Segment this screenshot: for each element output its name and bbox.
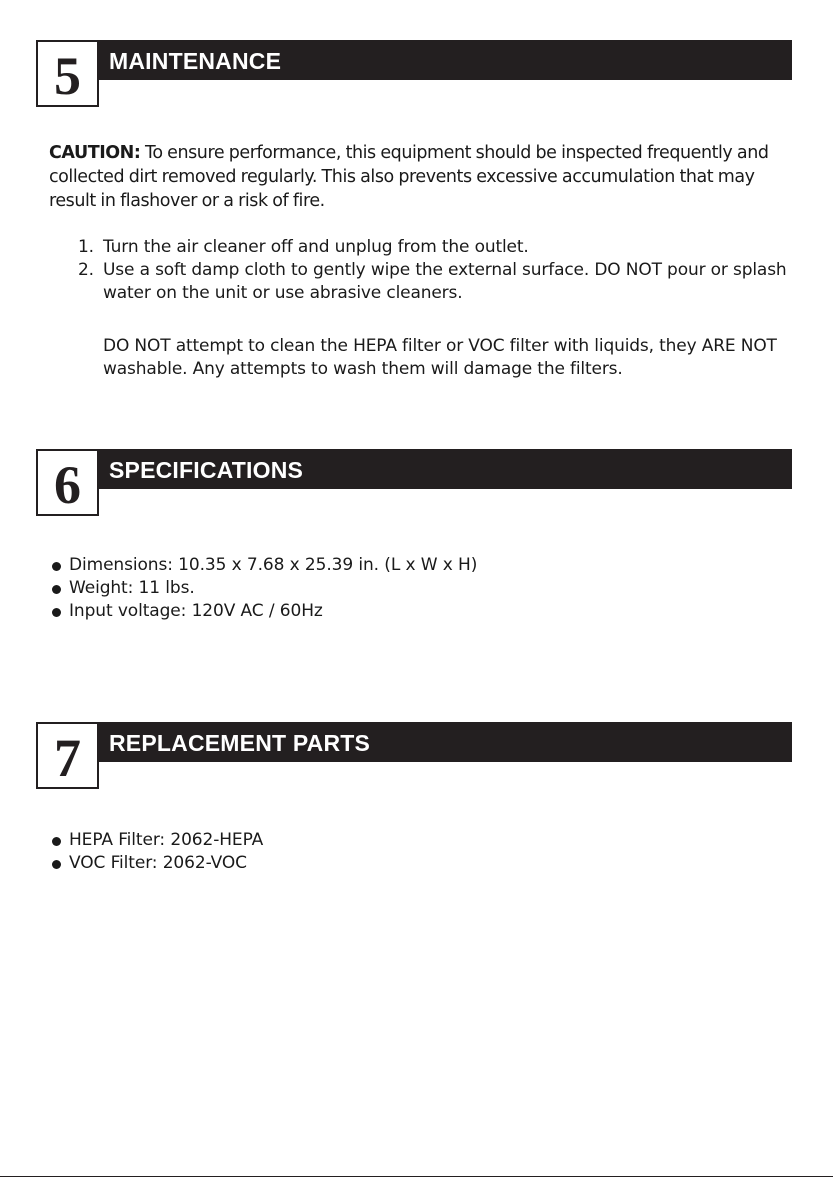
section-header-specifications	[36, 449, 792, 515]
section-title: REPLACEMENT PARTS	[109, 730, 371, 756]
section-header-replacement-parts	[36, 722, 792, 788]
caution-paragraph	[49, 141, 789, 213]
section-title: MAINTENANCE	[109, 48, 282, 74]
filter-warning-note: DO NOT attempt to clean the HEPA filter or VOC filter with liquids, they ARE NOT washable. Any attempts to wash them will damage the filters.	[103, 336, 777, 379]
bullet-icon	[52, 608, 61, 617]
part-text: HEPA Filter: 2062-HEPA	[69, 830, 264, 850]
list-item	[52, 577, 477, 600]
replacement-parts-list	[52, 829, 263, 875]
section-number: 5	[54, 46, 81, 106]
spec-text: Dimensions: 10.35 x 7.68 x 25.39 in. (L x W x H)	[69, 555, 478, 575]
section-title-bar	[36, 449, 792, 489]
part-text: VOC Filter: 2062-VOC	[69, 853, 247, 873]
maintenance-steps-list	[78, 236, 790, 305]
step-text: Turn the air cleaner off and unplug from the outlet.	[103, 237, 529, 257]
section-title: SPECIFICATIONS	[109, 457, 304, 483]
bullet-icon	[52, 562, 61, 571]
list-item	[52, 554, 477, 577]
bullet-icon	[52, 585, 61, 594]
section-title-bar	[36, 40, 792, 80]
section-number-box	[36, 722, 99, 789]
section-number-box	[36, 40, 99, 107]
page-bottom-rule	[0, 1176, 833, 1177]
list-item	[78, 236, 790, 259]
section-header-maintenance	[36, 40, 792, 106]
specifications-list	[52, 554, 477, 623]
step-number: 2.	[78, 260, 94, 280]
section-title-bar	[36, 722, 792, 762]
step-text: Use a soft damp cloth to gently wipe the external surface. DO NOT pour or splash water on the unit or use abrasive cleaners.	[103, 260, 787, 303]
caution-label: CAUTION:	[49, 143, 141, 163]
section-number-box	[36, 449, 99, 516]
section-number: 7	[54, 728, 81, 788]
bullet-icon	[52, 860, 61, 869]
spec-text: Weight: 11 lbs.	[69, 578, 195, 598]
list-item	[78, 259, 790, 305]
list-item	[52, 852, 263, 875]
bullet-icon	[52, 837, 61, 846]
section-number: 6	[54, 455, 81, 515]
spec-text: Input voltage: 120V AC / 60Hz	[69, 601, 323, 621]
step-number: 1.	[78, 237, 94, 257]
list-item	[52, 829, 263, 852]
caution-text: To ensure performance, this equipment should be inspected frequently and collected dirt removed regularly. This also prevents excessive accumulation that may result in flashover or a risk of fire.	[49, 143, 769, 211]
list-item	[52, 600, 477, 623]
